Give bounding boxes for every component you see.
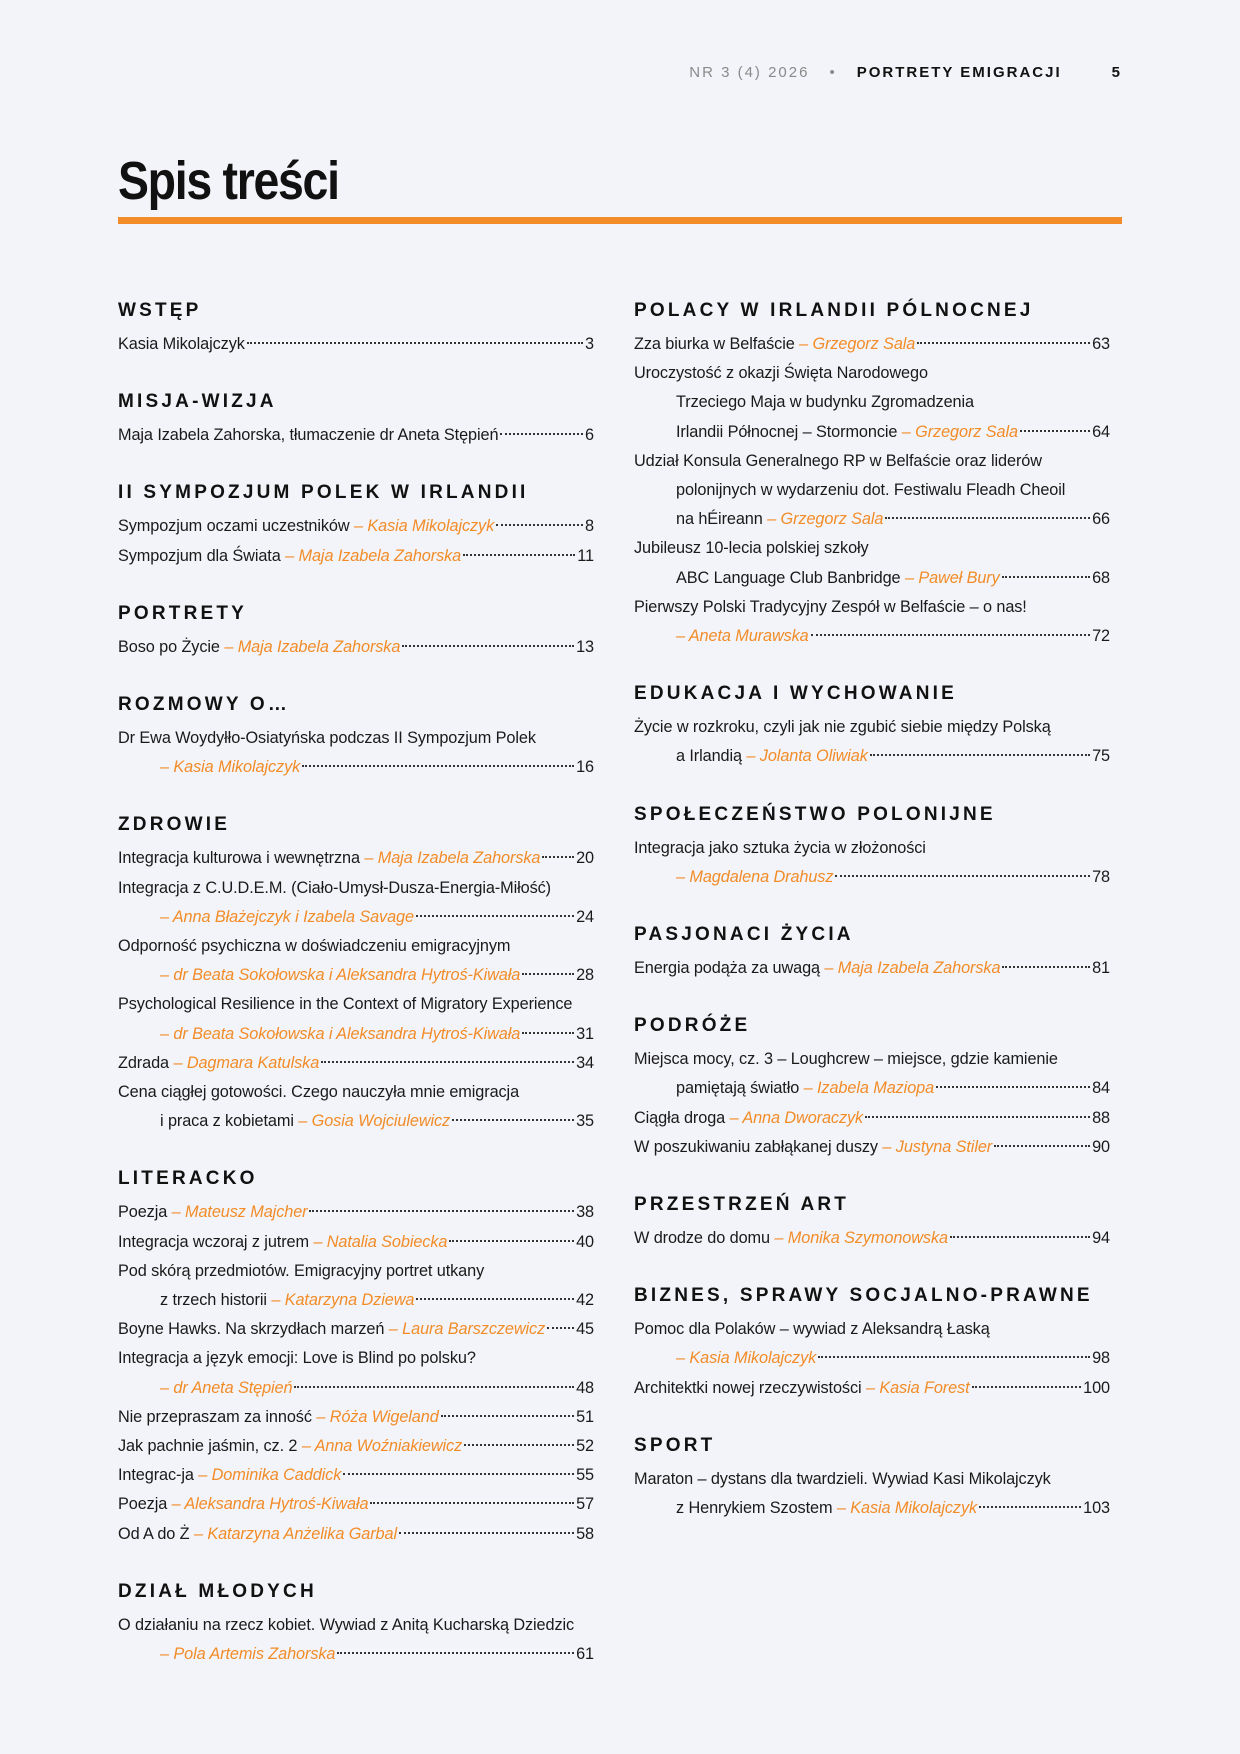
entry-title: Energia podąża za uwagą bbox=[634, 959, 820, 978]
entry-page-number: 42 bbox=[576, 1291, 594, 1310]
dot-leader bbox=[865, 1116, 1090, 1118]
dot-leader bbox=[1002, 966, 1090, 968]
section-title: PRZESTRZEŃ ART bbox=[634, 1194, 850, 1216]
entry-page-number: 75 bbox=[1092, 747, 1110, 766]
dot-leader bbox=[950, 1236, 1090, 1238]
entry-title: Ciągła droga bbox=[634, 1108, 726, 1127]
toc-entry-final-line bbox=[634, 564, 1110, 593]
entry-title: Poezja bbox=[118, 1495, 168, 1514]
dot-leader bbox=[464, 1444, 574, 1446]
toc-entry[interactable] bbox=[118, 1049, 594, 1078]
entry-title: Życie w rozkroku, czyli jak nie zgubić siebie między Polską bbox=[634, 718, 1051, 737]
entry-author: – Maja Izabela Zahorska bbox=[285, 546, 462, 565]
toc-entry-line bbox=[634, 1045, 1110, 1074]
toc-entry-line bbox=[634, 1315, 1110, 1344]
entry-author: – Justyna Stiler bbox=[882, 1137, 993, 1156]
toc-entry-final-line bbox=[634, 505, 1110, 534]
toc-entry-final-line bbox=[118, 1049, 594, 1078]
entry-page-number: 35 bbox=[576, 1112, 594, 1131]
toc-entry[interactable] bbox=[118, 1228, 594, 1257]
entry-author: – Katarzyna Dziewa bbox=[271, 1291, 415, 1310]
entry-title: a Irlandią bbox=[676, 747, 742, 766]
dot-leader bbox=[321, 1061, 574, 1063]
toc-entry-final-line bbox=[118, 1490, 594, 1519]
entry-page-number: 55 bbox=[576, 1466, 594, 1485]
dot-leader bbox=[936, 1086, 1090, 1088]
toc-left-column bbox=[118, 298, 594, 1699]
toc-entry-line bbox=[118, 874, 594, 903]
entry-author: – Róża Wigeland bbox=[316, 1407, 439, 1426]
entry-page-number: 90 bbox=[1092, 1137, 1110, 1156]
dot-leader bbox=[979, 1506, 1081, 1508]
entry-title: Boyne Hawks. Na skrzydłach marzeń bbox=[118, 1320, 385, 1339]
toc-section bbox=[634, 681, 1110, 771]
toc-entry[interactable] bbox=[634, 1133, 1110, 1162]
toc-entry-line bbox=[634, 534, 1110, 563]
toc-entry-final-line bbox=[118, 1640, 594, 1669]
entry-page-number: 8 bbox=[585, 517, 594, 536]
toc-entry[interactable] bbox=[118, 1315, 594, 1344]
entry-author: – Dominika Caddick bbox=[198, 1466, 342, 1485]
toc-entry-final-line bbox=[634, 418, 1110, 447]
entry-author: – Aleksandra Hytroś-Kiwała bbox=[171, 1495, 369, 1514]
entry-title: polonijnych w wydarzeniu dot. Festiwalu Fleadh Cheoil bbox=[676, 481, 1066, 500]
dot-leader bbox=[449, 1240, 574, 1242]
entry-title: Zza biurka w Belfaście bbox=[634, 335, 795, 353]
toc-entry-final-line bbox=[118, 844, 594, 873]
entry-title: Sympozjum oczami uczestników bbox=[118, 517, 350, 536]
toc-section bbox=[118, 1579, 594, 1669]
entry-author: – Anna Błażejczyk i Izabela Savage bbox=[160, 907, 414, 926]
dot-leader bbox=[1020, 430, 1090, 432]
toc-entry[interactable] bbox=[118, 932, 594, 990]
dot-leader bbox=[835, 875, 1090, 877]
dot-leader bbox=[370, 1502, 574, 1504]
section-title: SPORT bbox=[634, 1434, 716, 1456]
entry-page-number: 52 bbox=[576, 1437, 594, 1456]
entry-page-number: 100 bbox=[1083, 1378, 1110, 1397]
toc-entry-final-line bbox=[634, 1224, 1110, 1253]
issue-number: NR 3 (4) 2026 bbox=[689, 64, 810, 81]
entry-author: – Jolanta Oliwiak bbox=[746, 747, 868, 766]
entry-title: Maraton – dystans dla twardzieli. Wywiad Kasi Mikolajczyk bbox=[634, 1469, 1051, 1488]
entry-page-number: 98 bbox=[1092, 1349, 1110, 1368]
toc-section bbox=[118, 298, 594, 359]
toc-entry[interactable] bbox=[118, 1257, 594, 1315]
dot-leader bbox=[452, 1119, 574, 1121]
toc-entry[interactable] bbox=[634, 330, 1110, 359]
toc-entry-final-line bbox=[118, 903, 594, 932]
entry-page-number: 78 bbox=[1092, 867, 1110, 886]
entry-author: – Anna Woźniakiewicz bbox=[301, 1437, 463, 1456]
entry-author: – dr Beata Sokołowska i Aleksandra Hytroś-Kiwała bbox=[160, 1024, 521, 1043]
toc-section bbox=[634, 1192, 1110, 1253]
toc-entry-final-line bbox=[118, 512, 594, 541]
toc-entry[interactable] bbox=[118, 1198, 594, 1227]
dot-leader bbox=[522, 973, 574, 975]
toc-entry-line bbox=[118, 990, 594, 1019]
toc-entry[interactable] bbox=[118, 1490, 594, 1519]
toc-entry[interactable] bbox=[634, 834, 1110, 892]
toc-section bbox=[118, 389, 594, 450]
entry-page-number: 58 bbox=[576, 1524, 594, 1543]
toc-entry[interactable] bbox=[118, 1432, 594, 1461]
title-rule bbox=[118, 217, 1122, 224]
entry-title: Integracja z C.U.D.E.M. (Ciało-Umysł-Dusza-Energia-Miłość) bbox=[118, 878, 551, 897]
toc-entry-line bbox=[118, 1611, 594, 1640]
dot-leader bbox=[870, 754, 1090, 756]
section-title: PODRÓŻE bbox=[634, 1015, 751, 1037]
dot-leader bbox=[917, 342, 1090, 344]
dot-leader bbox=[1002, 576, 1090, 578]
entry-page-number: 81 bbox=[1092, 959, 1110, 978]
toc-section bbox=[118, 812, 594, 1136]
section-title: ROZMOWY O… bbox=[118, 694, 291, 716]
section-title: POLACY W IRLANDII PÓLNOCNEJ bbox=[634, 300, 1034, 321]
publication-name: PORTRETY EMIGRACJI bbox=[856, 64, 1062, 81]
toc-entry[interactable] bbox=[118, 1461, 594, 1490]
entry-title: ABC Language Club Banbridge bbox=[676, 568, 901, 587]
entry-title: Udział Konsula Generalnego RP w Belfaście oraz liderów bbox=[634, 451, 1042, 470]
toc-entry[interactable] bbox=[118, 1344, 594, 1402]
toc-entry-final-line bbox=[118, 1198, 594, 1227]
entry-author: – Gosia Wojciulewicz bbox=[298, 1112, 451, 1131]
toc-entry[interactable] bbox=[118, 990, 594, 1048]
entry-page-number: 64 bbox=[1092, 422, 1110, 441]
entry-author: – Grzegorz Sala bbox=[901, 422, 1018, 441]
entry-author: – Laura Barszczewicz bbox=[388, 1320, 546, 1339]
entry-page-number: 16 bbox=[576, 758, 594, 777]
toc-entry-line bbox=[634, 1465, 1110, 1494]
dot-leader bbox=[972, 1386, 1082, 1388]
section-title: LITERACKO bbox=[118, 1168, 258, 1190]
entry-author: – Anna Dworaczyk bbox=[729, 1108, 864, 1127]
toc-entry[interactable] bbox=[118, 1403, 594, 1432]
entry-author: – dr Beata Sokołowska i Aleksandra Hytroś-Kiwała bbox=[160, 966, 521, 985]
entry-page-number: 13 bbox=[576, 637, 594, 656]
toc-entry-line bbox=[634, 713, 1110, 742]
toc-entry[interactable] bbox=[118, 542, 594, 571]
entry-page-number: 6 bbox=[585, 426, 594, 445]
entry-page-number: 61 bbox=[576, 1645, 594, 1664]
entry-author: – Natalia Sobiecka bbox=[313, 1232, 448, 1251]
toc-entry-final-line bbox=[634, 622, 1110, 651]
toc-right-column bbox=[634, 298, 1110, 1553]
dot-leader bbox=[247, 342, 583, 344]
toc-entry-final-line bbox=[118, 961, 594, 990]
toc-section bbox=[634, 298, 1110, 651]
toc-entry-final-line bbox=[634, 1133, 1110, 1162]
toc-section bbox=[634, 922, 1110, 983]
dot-leader bbox=[522, 1032, 574, 1034]
entry-title: i praca z kobietami bbox=[160, 1112, 294, 1131]
toc-entry[interactable] bbox=[118, 1078, 594, 1136]
toc-entry-final-line bbox=[634, 954, 1110, 983]
dot-leader bbox=[343, 1473, 574, 1475]
section-title: ZDROWIE bbox=[118, 814, 231, 836]
toc-section bbox=[634, 1013, 1110, 1162]
header-separator: • bbox=[829, 64, 837, 81]
section-title: SPOŁECZEŃSTWO POLONIJNE bbox=[634, 803, 996, 825]
entry-title: Poezja bbox=[118, 1203, 168, 1222]
entry-author: – Pola Artemis Zahorska bbox=[160, 1645, 336, 1664]
toc-entry[interactable] bbox=[118, 844, 594, 873]
entry-page-number: 40 bbox=[576, 1232, 594, 1251]
entry-title: Miejsca mocy, cz. 3 – Loughcrew – miejsce, gdzie kamienie bbox=[634, 1050, 1058, 1069]
entry-author: – Aneta Murawska bbox=[676, 627, 809, 646]
section-title: II SYMPOZJUM POLEK W IRLANDII bbox=[118, 482, 529, 504]
entry-author: – Grzegorz Sala bbox=[767, 510, 884, 529]
running-header bbox=[689, 64, 1122, 81]
toc-entry-final-line bbox=[118, 542, 594, 571]
entry-title: Pierwszy Polski Tradycyjny Zespół w Belfaście – o nas! bbox=[634, 597, 1027, 616]
dot-leader bbox=[416, 915, 574, 917]
toc-entry-final-line bbox=[634, 1374, 1110, 1403]
entry-title: Kasia Mikolajczyk bbox=[118, 335, 245, 353]
toc-entry-final-line bbox=[634, 863, 1110, 892]
toc-entry[interactable] bbox=[634, 359, 1110, 447]
entry-page-number: 88 bbox=[1092, 1108, 1110, 1127]
toc-entry-line bbox=[118, 724, 594, 753]
entry-author: – Magdalena Drahusz bbox=[676, 867, 834, 886]
toc-entry[interactable] bbox=[634, 593, 1110, 651]
entry-title: Integrac-ja bbox=[118, 1466, 194, 1485]
toc-entry-final-line bbox=[634, 330, 1110, 359]
entry-title: Architektki nowej rzeczywistości bbox=[634, 1378, 862, 1397]
entry-title: Integracja wczoraj z jutrem bbox=[118, 1232, 309, 1251]
dot-leader bbox=[441, 1415, 574, 1417]
entry-title: Odporność psychiczna w doświadczeniu emigracyjnym bbox=[118, 937, 511, 956]
toc-entry-line bbox=[634, 834, 1110, 863]
entry-author: – Maja Izabela Zahorska bbox=[824, 959, 1001, 978]
page-title: Spis treści bbox=[118, 151, 339, 211]
entry-page-number: 84 bbox=[1092, 1079, 1110, 1098]
entry-title: na hÉireann bbox=[676, 510, 763, 529]
toc-entry-final-line bbox=[634, 1074, 1110, 1103]
dot-leader bbox=[496, 524, 583, 526]
toc-entry-final-line bbox=[118, 1020, 594, 1049]
entry-page-number: 20 bbox=[576, 849, 594, 868]
toc-section bbox=[634, 1433, 1110, 1523]
section-title: WSTĘP bbox=[118, 300, 202, 321]
dot-leader bbox=[309, 1210, 574, 1212]
entry-author: – Paweł Bury bbox=[904, 568, 1000, 587]
entry-title: Trzeciego Maja w budynku Zgromadzenia bbox=[676, 393, 974, 412]
entry-title: Irlandii Północnej – Stormoncie bbox=[676, 422, 898, 441]
section-title: MISJA-WIZJA bbox=[118, 391, 277, 413]
entry-title: Pomoc dla Polaków – wywiad z Aleksandrą Łaską bbox=[634, 1320, 990, 1339]
toc-entry[interactable] bbox=[118, 724, 594, 782]
toc-entry-line bbox=[634, 359, 1110, 388]
entry-author: – Kasia Forest bbox=[865, 1378, 970, 1397]
entry-page-number: 38 bbox=[576, 1203, 594, 1222]
entry-page-number: 72 bbox=[1092, 627, 1110, 646]
toc-entry-final-line bbox=[634, 1344, 1110, 1373]
toc-entry[interactable] bbox=[118, 1611, 594, 1669]
entry-page-number: 63 bbox=[1092, 335, 1110, 353]
toc-entry-final-line bbox=[118, 1315, 594, 1344]
toc-entry-line bbox=[634, 388, 1110, 417]
dot-leader bbox=[818, 1356, 1090, 1358]
entry-page-number: 68 bbox=[1092, 568, 1110, 587]
entry-title: Integracja a język emocji: Love is Blind po polsku? bbox=[118, 1349, 476, 1368]
entry-author: – dr Aneta Stępień bbox=[160, 1378, 293, 1397]
entry-title: Nie przepraszam za inność bbox=[118, 1407, 312, 1426]
entry-page-number: 3 bbox=[585, 335, 594, 353]
toc-entry-final-line bbox=[118, 1403, 594, 1432]
toc-entry-line bbox=[634, 447, 1110, 476]
toc-entry[interactable] bbox=[634, 1104, 1110, 1133]
toc-entry-final-line bbox=[118, 330, 594, 359]
entry-page-number: 45 bbox=[576, 1320, 594, 1339]
toc-entry-final-line bbox=[634, 742, 1110, 771]
entry-title: Jubileusz 10-lecia polskiej szkoły bbox=[634, 539, 869, 558]
section-title: PORTRETY bbox=[118, 602, 248, 624]
entry-title: Psychological Resilience in the Context of Migratory Experience bbox=[118, 995, 573, 1014]
entry-title: Integracja jako sztuka życia w złożoności bbox=[634, 838, 926, 857]
dot-leader bbox=[416, 1298, 574, 1300]
section-title: PASJONACI ŻYCIA bbox=[634, 924, 854, 946]
dot-leader bbox=[402, 645, 574, 647]
entry-page-number: 103 bbox=[1083, 1499, 1110, 1518]
toc-entry-line bbox=[118, 1344, 594, 1373]
toc-entry-line bbox=[118, 1078, 594, 1107]
toc-entry[interactable] bbox=[634, 447, 1110, 535]
dot-leader bbox=[337, 1652, 574, 1654]
entry-page-number: 51 bbox=[576, 1407, 594, 1426]
entry-title: Boso po Życie bbox=[118, 637, 220, 656]
page-number: 5 bbox=[1111, 64, 1122, 81]
toc-entry[interactable] bbox=[118, 330, 594, 359]
toc-section bbox=[634, 802, 1110, 892]
toc-entry-final-line bbox=[118, 1107, 594, 1136]
toc-section bbox=[634, 1283, 1110, 1403]
entry-author: – Maja Izabela Zahorska bbox=[364, 849, 541, 868]
toc-entry-final-line bbox=[118, 421, 594, 450]
entry-title: Od A do Ż bbox=[118, 1524, 190, 1543]
entry-author: – Monika Szymonowska bbox=[774, 1229, 948, 1248]
dot-leader bbox=[463, 554, 575, 556]
dot-leader bbox=[302, 765, 574, 767]
entry-title: W poszukiwaniu zabłąkanej duszy bbox=[634, 1137, 878, 1156]
toc-entry-final-line bbox=[118, 1520, 594, 1549]
entry-title: Zdrada bbox=[118, 1053, 169, 1072]
toc-entry-final-line bbox=[118, 633, 594, 662]
toc-entry-final-line bbox=[118, 1432, 594, 1461]
entry-author: – Kasia Mikolajczyk bbox=[353, 517, 495, 536]
entry-title: Pod skórą przedmiotów. Emigracyjny portret utkany bbox=[118, 1261, 485, 1280]
entry-page-number: 28 bbox=[576, 966, 594, 985]
toc-entry[interactable] bbox=[634, 1224, 1110, 1253]
toc-entry-final-line bbox=[118, 1461, 594, 1490]
section-title: BIZNES, SPRAWY SOCJALNO-PRAWNE bbox=[634, 1285, 1093, 1307]
section-title: EDUKACJA I WYCHOWANIE bbox=[634, 683, 958, 705]
dot-leader bbox=[294, 1386, 574, 1388]
entry-author: – Mateusz Majcher bbox=[171, 1203, 308, 1222]
toc-entry[interactable] bbox=[634, 954, 1110, 983]
entry-title: Dr Ewa Woydyłło-Osiatyńska podczas II Sympozjum Polek bbox=[118, 729, 536, 748]
entry-page-number: 57 bbox=[576, 1495, 594, 1514]
toc-entry-line bbox=[634, 476, 1110, 505]
toc-entry[interactable] bbox=[634, 534, 1110, 592]
entry-author: – Kasia Mikolajczyk bbox=[836, 1499, 978, 1518]
dot-leader bbox=[994, 1145, 1090, 1147]
dot-leader bbox=[811, 634, 1090, 636]
dot-leader bbox=[500, 433, 583, 435]
toc-entry[interactable] bbox=[118, 512, 594, 541]
toc-entry-line bbox=[634, 593, 1110, 622]
entry-author: – Dagmara Katulska bbox=[173, 1053, 320, 1072]
entry-author: – Katarzyna Anżelika Garbal bbox=[193, 1524, 397, 1543]
toc-entry[interactable] bbox=[634, 713, 1110, 771]
toc-entry[interactable] bbox=[118, 421, 594, 450]
toc-section bbox=[118, 692, 594, 782]
entry-page-number: 94 bbox=[1092, 1229, 1110, 1248]
toc-section bbox=[118, 1166, 594, 1548]
dot-leader bbox=[542, 856, 574, 858]
entry-page-number: 34 bbox=[576, 1053, 594, 1072]
toc-entry-line bbox=[118, 932, 594, 961]
toc-entry[interactable] bbox=[634, 1374, 1110, 1403]
entry-title: Maja Izabela Zahorska, tłumaczenie dr Aneta Stępień bbox=[118, 426, 499, 445]
dot-leader bbox=[399, 1532, 574, 1534]
entry-title: Jak pachnie jaśmin, cz. 2 bbox=[118, 1437, 298, 1456]
entry-page-number: 66 bbox=[1092, 510, 1110, 529]
entry-title: Integracja kulturowa i wewnętrzna bbox=[118, 849, 360, 868]
toc-entry-final-line bbox=[118, 753, 594, 782]
toc-entry[interactable] bbox=[634, 1315, 1110, 1373]
entry-page-number: 24 bbox=[576, 907, 594, 926]
toc-entry-final-line bbox=[634, 1104, 1110, 1133]
entry-author: – Kasia Mikolajczyk bbox=[160, 758, 301, 777]
entry-title: Sympozjum dla Świata bbox=[118, 546, 281, 565]
entry-title: z Henrykiem Szostem bbox=[676, 1499, 833, 1518]
toc-entry[interactable] bbox=[118, 874, 594, 932]
entry-page-number: 31 bbox=[576, 1024, 594, 1043]
entry-author: – Kasia Mikolajczyk bbox=[676, 1349, 817, 1368]
entry-page-number: 11 bbox=[577, 546, 594, 565]
entry-title: z trzech historii bbox=[160, 1291, 267, 1310]
entry-title: O działaniu na rzecz kobiet. Wywiad z Anitą Kucharską Dziedzic bbox=[118, 1615, 575, 1634]
dot-leader bbox=[885, 517, 1090, 519]
toc-entry-final-line bbox=[118, 1374, 594, 1403]
toc-entry-final-line bbox=[118, 1286, 594, 1315]
toc-entry[interactable] bbox=[118, 633, 594, 662]
entry-author: – Maja Izabela Zahorska bbox=[224, 637, 401, 656]
toc-section bbox=[118, 480, 594, 570]
toc-entry-final-line bbox=[634, 1494, 1110, 1523]
entry-title: Cena ciągłej gotowości. Czego nauczyła mnie emigracja bbox=[118, 1083, 520, 1102]
toc-entry[interactable] bbox=[118, 1520, 594, 1549]
toc-section bbox=[118, 601, 594, 662]
entry-page-number: 48 bbox=[576, 1378, 594, 1397]
dot-leader bbox=[547, 1327, 574, 1329]
entry-author: – Izabela Maziopa bbox=[803, 1079, 935, 1098]
entry-title: Uroczystość z okazji Święta Narodowego bbox=[634, 364, 928, 383]
toc-entry[interactable] bbox=[634, 1465, 1110, 1523]
entry-author: – Grzegorz Sala bbox=[799, 335, 916, 353]
entry-title: W drodze do domu bbox=[634, 1229, 770, 1248]
section-title: DZIAŁ MŁODYCH bbox=[118, 1580, 317, 1602]
toc-entry-line bbox=[118, 1257, 594, 1286]
toc-entry[interactable] bbox=[634, 1045, 1110, 1103]
entry-title: pamiętają światło bbox=[676, 1079, 800, 1098]
toc-entry-final-line bbox=[118, 1228, 594, 1257]
